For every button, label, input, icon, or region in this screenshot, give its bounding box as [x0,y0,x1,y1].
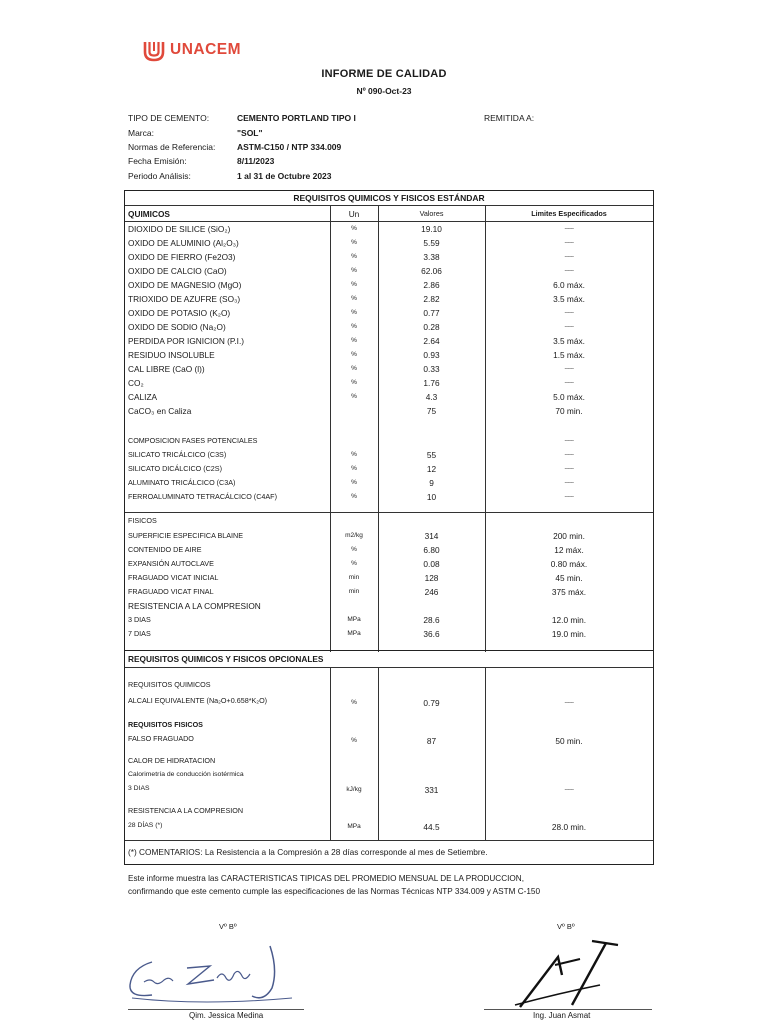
row-unit: % [351,323,357,330]
alcali-unit: % [351,699,357,706]
row-limit: 1.5 máx. [553,350,585,360]
row-limit: ------ [564,380,574,386]
row-name: OXIDO DE SODIO (Na₂O) [128,322,226,332]
row-unit: MPa [347,630,361,637]
row-unit: % [351,281,357,288]
row-unit: % [351,493,357,500]
requirements-table [124,190,654,865]
resist28-value: 44.5 [423,822,440,832]
row-unit: % [351,479,357,486]
row-limit: 19.0 min. [551,629,587,639]
resist28-name: 28 DÍAS (*) [128,822,163,829]
column-header-values: Valores [419,209,444,218]
row-limit: ------ [564,324,574,330]
row-unit: m2/kg [345,532,363,539]
row-limit: ------ [564,480,574,486]
row-unit: % [351,309,357,316]
row-name: OXIDO DE ALUMINIO (Al₂O₃) [128,238,239,248]
row-value: 12 [426,464,437,474]
row-name: OXIDO DE CALCIO (CaO) [128,266,227,276]
row-limit: ------ [564,466,574,472]
row-limit: 6.0 máx. [553,280,585,290]
footer-line: confirmando que este cemento cumple las especificaciones de las Normas Técnicas NTP 334.009 y ASTM C-150 [128,887,541,896]
calor-limit: ------ [564,787,574,793]
footer-line: Este informe muestra las CARACTERISTICAS TIPICAS DEL PROMEDIO MENSUAL DE LA PRODUCCION, [128,874,524,883]
section-title-fisicos: FISICOS [128,516,157,525]
row-name: EXPANSIÓN AUTOCLAVE [128,559,214,568]
limit-cell: ------ [564,438,574,444]
meta-values [237,111,356,183]
row-limit: ------ [564,226,574,232]
meta-value: 8/11/2023 [237,156,275,167]
row-value: 36.6 [423,629,440,639]
row-unit: % [351,267,357,274]
divider [125,512,653,513]
divider [378,667,379,840]
row-limit: 45 min. [555,573,583,583]
divider [125,667,653,668]
table-title: REQUISITOS QUIMICOS Y FISICOS ESTÁNDAR [293,193,485,203]
row-unit: % [351,351,357,358]
row-unit: % [351,560,357,567]
row-value: 19.10 [421,224,442,234]
meta-label: Normas de Referencia: [128,141,216,152]
row-value: 28.6 [423,615,440,625]
row-unit: MPa [347,616,361,623]
row-value: 0.93 [423,350,440,360]
meta-label: Fecha Emisión: [128,156,187,167]
resist28-unit: MPa [347,823,361,830]
falso-limit: 50 min. [555,736,583,746]
meta-value: CEMENTO PORTLAND TIPO I [237,113,356,124]
row-unit: % [351,239,357,246]
row-value: 0.28 [423,322,440,332]
logo-text: UNACEM [170,41,242,58]
comentario: (*) COMENTARIOS: La Resistencia a la Compresión a 28 días corresponde al mes de Setiembre. [128,847,488,857]
row-name: 3 DIAS [128,615,151,624]
row-value: 2.64 [423,336,440,346]
row-name: FRAGUADO VICAT FINAL [128,587,214,596]
report-number: Nº 090-Oct-23 [356,86,412,96]
row-name: PERDIDA POR IGNICION (P.I.) [128,336,245,346]
calor-subtitle: Calorimetría de conducción isotérmica [128,771,244,778]
row-value: 2.82 [423,294,440,304]
falso-unit: % [351,737,357,744]
row-unit: min [348,588,360,595]
row-value: 0.77 [423,308,440,318]
signature-right [500,935,635,1013]
calor-unit: kJ/kg [346,786,362,793]
row-limit: 3.5 máx. [553,294,585,304]
company-logo [143,38,241,62]
meta-value: ASTM-C150 / NTP 334.009 [237,141,342,152]
signature-left [122,940,297,1010]
row-name: CAL LIBRE (CaO (l)) [128,364,205,374]
row-limit: ------ [564,366,574,372]
unacem-logo-icon [143,38,165,62]
row-unit: % [351,393,357,400]
section-title-fases: COMPOSICION FASES POTENCIALES [128,436,258,445]
row-value: 5.59 [423,238,440,248]
row-value: 75 [426,406,437,416]
row-value: 0.08 [423,559,440,569]
meta-value: 1 al 31 de Octubre 2023 [237,170,332,181]
meta-label: Periodo Análisis: [128,170,191,181]
column-header-unit: Un [348,209,360,219]
subsection-title-fisicos: REQUISITOS FISICOS [128,720,203,729]
row-name: SUPERFICIE ESPECIFICA BLAINE [128,531,244,540]
row-unit: % [351,451,357,458]
divider [125,205,653,206]
row-value: 6.80 [423,545,440,555]
alcali-name: ALCALI EQUIVALENTE (Na₂O+0.658*K₂O) [128,696,268,705]
footer-note [128,872,540,898]
row-name: TRIOXIDO DE AZUFRE (SO₃) [128,294,241,304]
meta-label: Marca: [128,127,154,138]
row-unit: % [351,465,357,472]
row-limit: 375 máx. [551,587,587,597]
signer-name-left: Qim. Jessica Medina [189,1011,264,1020]
falso-name: FALSO FRAGUADO [128,734,194,743]
row-name: ALUMINATO TRICÁLCICO (C3A) [128,478,236,487]
row-limit: 5.0 máx. [553,392,585,402]
meta-value: "SOL" [237,127,263,138]
row-name: DIOXIDO DE SILICE (SiO₂) [128,224,231,234]
column-header-quimicos: QUIMICOS [128,209,170,219]
row-name: FRAGUADO VICAT INICIAL [128,573,219,582]
alcali-limit: ------ [564,700,574,706]
row-unit [331,405,377,417]
row-limit: ------ [564,310,574,316]
row-unit: % [351,379,357,386]
row-value: 0.33 [423,364,440,374]
row-name: CALIZA [128,392,158,402]
row-name: CONTENIDO DE AIRE [128,545,202,554]
calor-name: 3 DIAS [128,785,150,792]
row-limit: ------ [564,452,574,458]
signer-name-right: Ing. Juan Asmat [533,1011,591,1020]
row-value: 4.3 [425,392,438,402]
row-name: CaCO₃ en Caliza [128,406,192,416]
row-limit: 0.80 máx. [550,559,588,569]
meta-labels [128,111,215,183]
section-title-opcionales: REQUISITOS QUIMICOS Y FISICOS OPCIONALES [128,654,324,664]
meta-label: TIPO DE CEMENTO: [128,113,210,124]
row-value: 1.76 [423,378,440,388]
column-header-limits: Limites Especificados [531,209,607,218]
row-limit: 200 min. [553,531,585,541]
row-value: 10 [426,492,437,502]
row-unit: % [351,295,357,302]
row-name: 7 DIAS [128,629,151,638]
row-limit: 12 máx. [554,545,584,555]
alcali-value: 0.79 [423,698,440,708]
report-title: INFORME DE CALIDAD [321,68,447,80]
row-limit: 3.5 máx. [553,336,585,346]
calor-value: 331 [424,785,439,795]
row-name: SILICATO DICÁLCICO (C2S) [128,464,222,473]
row-name: OXIDO DE MAGNESIO (MgO) [128,280,242,290]
row-limit: 70 min. [555,406,583,416]
row-unit: min [348,574,360,581]
row-unit: % [351,546,357,553]
row-name: RESIDUO INSOLUBLE [128,350,215,360]
row-limit: ------ [564,494,574,500]
divider [125,840,653,841]
row-value: 55 [426,450,437,460]
row-value: 2.86 [423,280,440,290]
signature-line-right [484,1009,652,1010]
remitida-label: REMITIDA A: [484,113,535,123]
row-name: OXIDO DE FIERRO (Fe2O3) [128,252,236,262]
divider [125,221,653,222]
row-unit: % [351,365,357,372]
subsection-title-quimicos: REQUISITOS QUIMICOS [128,680,211,689]
resist28-limit: 28.0 min. [551,822,587,832]
row-value: 62.06 [421,266,442,276]
row-limit: 12.0 min. [551,615,587,625]
row-name: SILICATO TRICÁLCICO (C3S) [128,450,227,459]
row-unit: % [351,225,357,232]
row-value: 9 [429,478,434,488]
vb-right: Vº Bº [557,922,575,931]
row-value: 246 [424,587,439,597]
divider [330,667,331,840]
divider [485,667,486,840]
row-limit: ------ [564,240,574,246]
row-name: OXIDO DE POTASIO (K₂O) [128,308,231,318]
section-title-resistencia: RESISTENCIA A LA COMPRESION [128,601,261,611]
row-name: CO₂ [128,378,144,388]
row-name: FERROALUMINATO TETRACÁLCICO (C4AF) [128,492,277,501]
falso-value: 87 [426,736,437,746]
row-limit: ------ [564,268,574,274]
row-value: 3.38 [423,252,440,262]
vb-left: Vº Bº [219,922,237,931]
row-limit: ------ [564,254,574,260]
divider [125,650,653,651]
row-value: 314 [424,531,439,541]
subsection-title-calor: CALOR DE HIDRATACION [128,756,216,765]
subsection-title-resistencia: RESISTENCIA A LA COMPRESION [128,806,244,815]
row-value: 128 [424,573,439,583]
row-unit: % [351,337,357,344]
signature-line-left [128,1009,304,1010]
row-unit: % [351,253,357,260]
